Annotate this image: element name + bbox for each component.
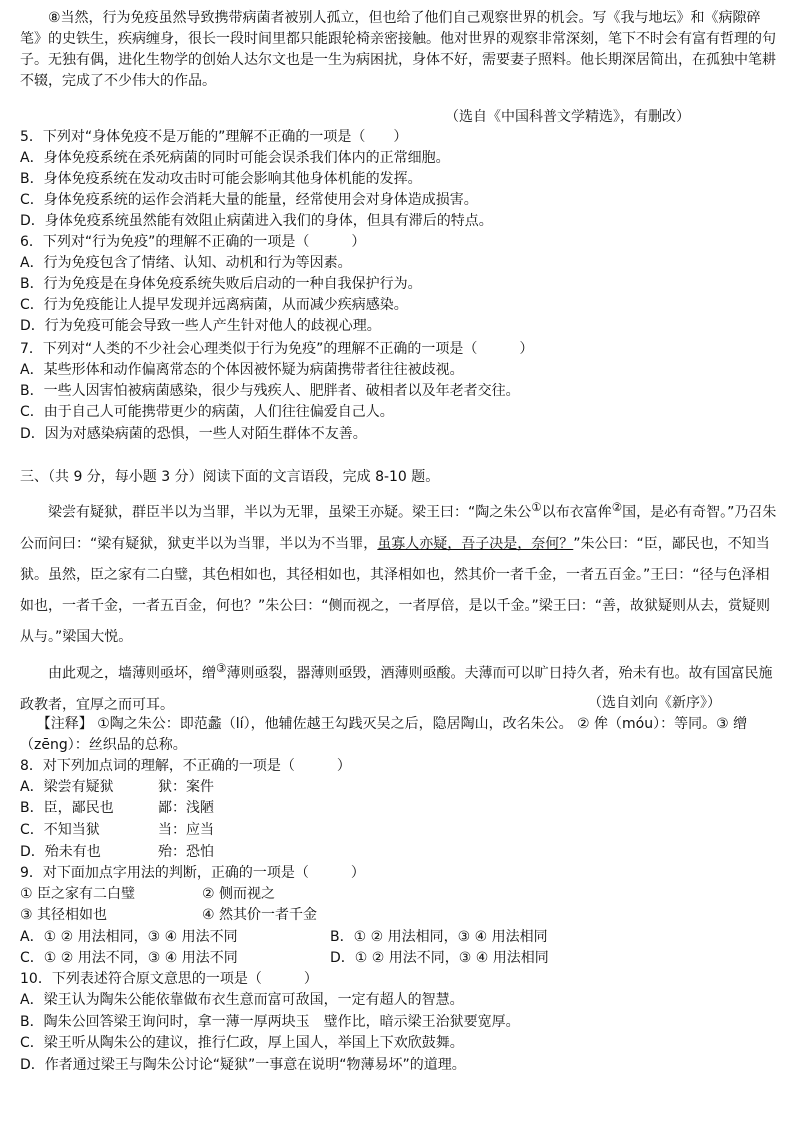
q9-option-a: A．① ② 用法相同，③ ④ 用法不同 [20, 929, 238, 945]
source-citation-2: （选自刘向《新序》） [588, 692, 721, 712]
q9-sentence: ④ 然其价一者千金 [202, 907, 318, 923]
q8-stem: 8．对下列加点词的理解，不正确的一项是（ ） [20, 758, 351, 774]
q7-option-a: A．某些形体和动作偏离常态的个体因被怀疑为病菌携带者往往被歧视。 [20, 362, 464, 378]
q7-option-d: D．因为对感染病菌的恐惧，一些人对陌生群体不友善。 [20, 426, 367, 442]
q6-option-b: B．行为免疫是在身体免疫系统失败后启动的一种自我保护行为。 [20, 276, 422, 292]
q8-row-meaning: 鄙：浅陋 [158, 800, 214, 816]
section-3-heading: 三、（共 9 分，每小题 3 分）阅读下面的文言语段，完成 8-10 题。 [20, 469, 440, 485]
q8-row-word: C．不知当狱 [20, 822, 100, 838]
q5-option-d: D．身体免疫系统虽然能有效阻止病菌进入我们的身体，但具有滞后的特点。 [20, 213, 493, 229]
q10-option-c: C．梁王听从陶朱公的建议，推行仁政，厚上国人，举国上下欢欣鼓舞。 [20, 1035, 464, 1051]
q9-sentence: ③ 其径相如也 [20, 907, 108, 923]
source-citation-1: （选自《中国科普文学精选》，有删改） [445, 109, 690, 125]
q10-option-d: D．作者通过梁王与陶朱公讨论“疑狱”一事意在说明“物薄易坏”的道理。 [20, 1057, 466, 1073]
q7-option-c: C．由于自己人可能携带更少的病菌，人们往往偏爱自己人。 [20, 404, 394, 420]
q8-row [20, 820, 214, 840]
q8-row [20, 798, 214, 818]
q10-option-a: A．梁王认为陶朱公能依靠做布衣生意而富可敌国，一定有超人的智慧。 [20, 992, 464, 1008]
q9-stem: 9．对下面加点字用法的判断，正确的一项是（ ） [20, 865, 365, 881]
classical-text: ”朱公曰：“臣，鄙民也，不知当狱。虽然，臣之家有二白璧，其色相如也，其径相如也，其泽相如也，然其价一者千金，一者五百金。”王曰：“径与色泽相如也，一者千金，一者五百金，何也？”朱公曰：“侧而视之，一者厚倍，是以千金。”梁王曰：“善，故狱疑则从去，赏疑则从与。”梁国大悦。 [20, 535, 771, 645]
q8-row [20, 842, 214, 862]
q5-option-b: B．身体免疫系统在发动攻击时可能会影响其他身体机能的发挥。 [20, 171, 422, 187]
q6-option-a: A．行为免疫包含了情绪、认知、动机和行为等因素。 [20, 255, 352, 271]
q8-row-word: D．殆未有也 [20, 844, 101, 860]
q10-option-b: B．陶朱公回答梁王询问时，拿一薄一厚两块玉 璧作比，暗示梁王治狱要宽厚。 [20, 1014, 520, 1030]
q9-sentence-row [20, 884, 276, 904]
classical-text: 国，是必有奇智。”乃召朱公而问曰：“梁有疑狱，狱吏半以为当罪，半以为不当罪， [20, 504, 777, 552]
q5-option-c: C．身体免疫系统的运作会消耗大量的能量，经常使用会对身体造成损害。 [20, 192, 478, 208]
annotation-note: 【注释】 ①陶之朱公：即范蠡（lí），他辅佐越王勾践灭吴之后，隐居陶山，改名朱公。 ② 侔（móu）：等同。③ 缯（zēng）：丝织品的总称。 [20, 716, 748, 753]
q10-stem: 10．下列表述符合原文意思的一项是（ ） [20, 971, 318, 987]
underlined-sentence: 虽寡人亦疑，吾子决是，奈何？ [377, 535, 574, 552]
q9-option-d: D．① ② 用法不同，③ ④ 用法相同 [330, 950, 549, 966]
q7-stem: 7．下列对“人类的不少社会心理类似于行为免疫”的理解不正确的一项是（ ） [20, 341, 534, 357]
q9-option-row [20, 948, 549, 968]
q5-option-a: A．身体免疫系统在杀死病菌的同时可能会误杀我们体内的正常细胞。 [20, 150, 450, 166]
q5-stem: 5．下列对“身体免疫不是万能的”理解不正确的一项是（ ） [20, 129, 408, 145]
q9-sentence: ① 臣之家有二白璧 [20, 886, 136, 902]
q8-row-word: A．梁尝有疑狱 [20, 779, 114, 795]
q8-row-meaning: 当：应当 [158, 822, 214, 838]
classical-text: 梁尝有疑狱，群臣半以为当罪，半以为无罪，虽梁王亦疑。梁王曰：“陶之朱公 [48, 504, 532, 521]
q8-row-meaning: 狱：案件 [158, 779, 214, 795]
classical-text: 以布衣富侔 [541, 504, 612, 521]
q9-option-b: B．① ② 用法相同，③ ④ 用法相同 [330, 929, 548, 945]
q6-option-c: C．行为免疫能让人提早发现并远离病菌，从而减少疾病感染。 [20, 297, 408, 313]
q9-sentence: ② 侧而视之 [202, 886, 276, 902]
q8-row-meaning: 殆：恐怕 [158, 844, 214, 860]
q9-sentence-row [20, 905, 318, 925]
footnote-marker: ① [531, 500, 542, 514]
classical-text: 由此观之，墙薄则亟坏，缯 [48, 665, 216, 682]
paragraph-8: ⑧当然，行为免疫虽然导致携带病菌者被别人孤立，但也给了他们自己观察世界的机会。写《我与地坛》和《病隙碎笔》的史铁生，疾病缠身，很长一段时间里都只能跟轮椅亲密接触。他对世界的观察非常深刻，笔下不时会有富有哲理的句子。无独有偶，进化生物学的创始人达尔文也是一生为病困扰，身体不好，需要妻子照料。他长期深居简出，在孤独中笔耕不辍，完成了不少伟大的作品。 [20, 10, 776, 89]
q8-row [20, 777, 214, 797]
classical-text: 薄则亟裂，器薄则亟毁，酒薄则亟酸。夫薄而可以旷日持久者，殆未有也。故有国富民施政教者，宜厚之而可耳。 [20, 665, 773, 713]
q6-option-d: D．行为免疫可能会导致一些人产生针对他人的歧视心理。 [20, 318, 381, 334]
q7-option-b: B．一些人因害怕被病菌感染，很少与残疾人、肥胖者、破相者以及年老者交往。 [20, 383, 520, 399]
footnote-marker: ③ [216, 661, 227, 675]
classical-paragraph-1 [20, 492, 780, 653]
q6-stem: 6．下列对“行为免疫”的理解不正确的一项是（ ） [20, 234, 366, 250]
q9-option-row [20, 927, 548, 947]
footnote-marker: ② [611, 500, 623, 514]
q9-option-c: C．① ② 用法不同，③ ④ 用法不同 [20, 950, 238, 966]
q8-row-word: B．臣，鄙民也 [20, 800, 114, 816]
